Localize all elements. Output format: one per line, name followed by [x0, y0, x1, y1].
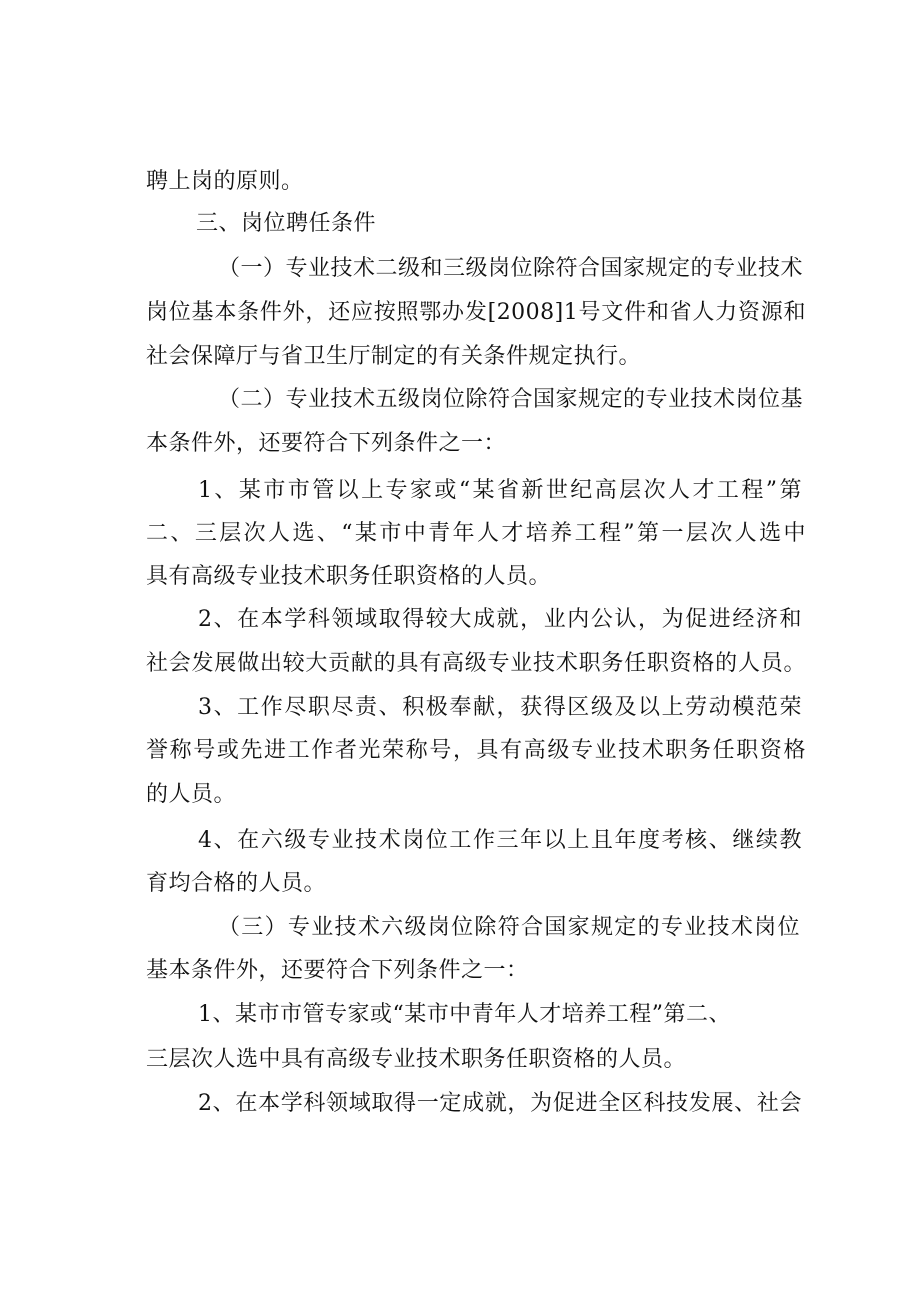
text-line: 二、三层次人选、“某市中青年人才培养工程”第一层次人选中 — [146, 521, 806, 546]
text-line: 誉称号或先进工作者光荣称号，具有高级专业技术职务任职资格 — [146, 738, 806, 763]
text-line: 具有高级专业技术职务任职资格的人员。 — [146, 564, 552, 589]
list-item: 4、在六级专业技术岗位工作三年以上且年度考核、继续教 — [198, 828, 802, 853]
text-line: 聘上岗的原则。 — [146, 169, 304, 194]
text-line: 社会发展做出较大贡献的具有高级专业技术职务任职资格的人员。 — [146, 651, 806, 676]
text-line: （三）专业技术六级岗位除符合国家规定的专业技术岗位 — [218, 915, 800, 940]
text-line: 基本条件外，还要符合下列条件之一： — [146, 958, 529, 983]
list-item: 2、在本学科领域取得一定成就，为促进全区科技发展、社会 — [198, 1091, 802, 1116]
text-line: 的人员。 — [146, 782, 237, 807]
list-item: 1、某市市管专家或“某市中青年人才培养工程”第二、 — [198, 1002, 731, 1027]
list-item: 2、在本学科领域取得较大成就，业内公认，为促进经济和 — [198, 607, 802, 632]
text-line: 三层次人选中具有高级专业技术职务任职资格的人员。 — [146, 1047, 687, 1072]
list-item: 1、某市市管以上专家或“某省新世纪高层次人才工程”第 — [198, 478, 802, 503]
text-line: （二）专业技术五级岗位除符合国家规定的专业技术岗位基 — [218, 387, 804, 412]
text-line: 本条件外，还要符合下列条件之一： — [146, 431, 507, 456]
section-heading: 三、岗位聘任条件 — [196, 211, 377, 236]
list-item: 3、工作尽职尽责、积极奉献，获得区级及以上劳动模范荣 — [198, 695, 802, 720]
text-line: （一）专业技术二级和三级岗位除符合国家规定的专业技术 — [218, 256, 804, 281]
text-line: 育均合格的人员。 — [146, 871, 327, 896]
text-line: 岗位基本条件外，还应按照鄂办发[2008]1号文件和省人力资源和 — [146, 300, 806, 325]
text-line: 社会保障厅与省卫生厅制定的有关条件规定执行。 — [146, 344, 642, 369]
